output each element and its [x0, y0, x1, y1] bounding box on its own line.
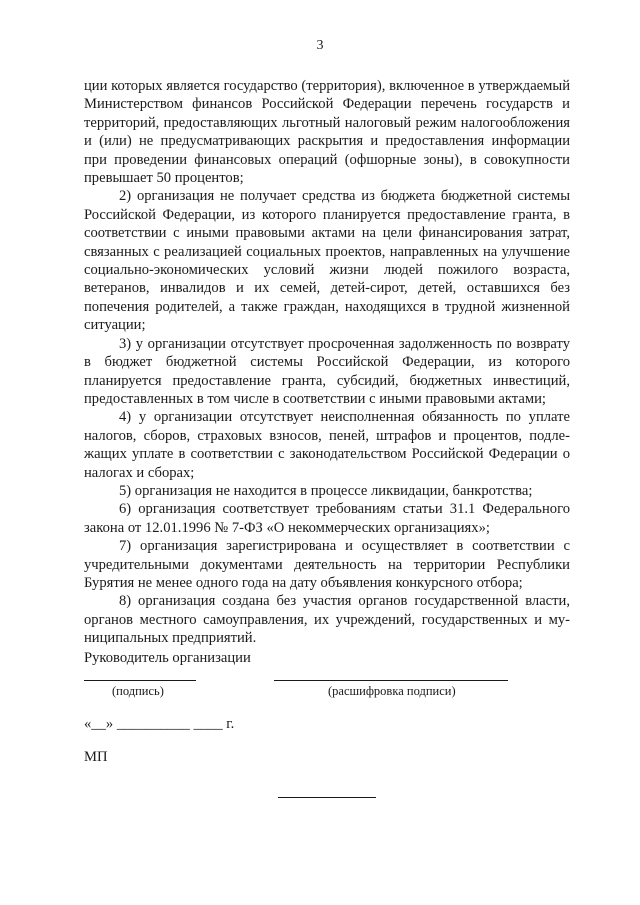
paragraph-item-3: 3) у организации отсутствует просроченная задолженность по возврату в бюджет бюджетной системы Российской Федерации, из которого планируется предоставление гранта, субсидий, бюджетных инвестиций, предоставленных в том числе в соответствии с иными правовыми актами; [84, 335, 570, 407]
page-number: 3 [316, 38, 324, 53]
paragraph-item-8: 8) организация создана без участия органов государственной власти, органов местного самоуправления, их учреждений, государственных и муниципальных предприятий. [84, 593, 570, 647]
footer-rule [278, 797, 376, 798]
paragraph-item-2: 2) организация не получает средства из бюджета бюджетной системы Российской Федерации, из которого планируется предоставление гранта, в соответствии с иными правовыми актами на цели финансирования затрат, связанных с реализацией социальных проектов, направленных на улучшение социально-экономических условий жизни людей пожилого возраста, ветеранов, инвалидов и их семей, детей-сирот, детей, оставшихся без попечения родителей, а также граждан, находящихся в трудной жизненной ситуации; [84, 188, 570, 334]
decoding-caption: (расшифровка подписи) [328, 684, 456, 698]
paragraph-item-4: 4) у организации отсутствует неисполненная обязанность по уплате налогов, сборов, страховых взносов, пеней, штрафов и процентов, подлежащих уплате в соответствии с законодательством Российской Федерации о налогах и сборах; [84, 409, 570, 481]
paragraph-item-7: 7) организация зарегистрирована и осуществляет в соответствии с учредительными документами деятельность на территории Республики Бурятия не менее одного года на дату объявления конкурсного отбора; [84, 538, 570, 591]
paragraph-item-6: 6) организация соответствует требованиям статьи 31.1 Федерального закона от 12.01.1996 № 7-ФЗ «О некоммерческих организациях»; [84, 501, 570, 536]
signature-line [84, 680, 196, 681]
paragraph-continuation: ции которых является государство (территория), включенное в утверждаемый Министерством финансов Российской Федерации перечень государств и территорий, предоставляющих льготный налоговый режим налогообложения и (или) не предусматривающих раскрытия и предоставления информации при проведении финансовых операций (офшорные зоны), в совокупности превышает 50 процентов; [84, 78, 570, 187]
date-line: «__» __________ ____ г. [84, 716, 235, 732]
document-body [84, 77, 570, 648]
seal-label: МП [84, 749, 108, 765]
paragraph-item-5: 5) организация не находится в процессе ликвидации, банкротства; [119, 482, 533, 499]
decoding-line [274, 680, 508, 681]
signature-caption: (подпись) [112, 684, 164, 698]
head-of-organization-label: Руководитель организации [84, 650, 251, 666]
